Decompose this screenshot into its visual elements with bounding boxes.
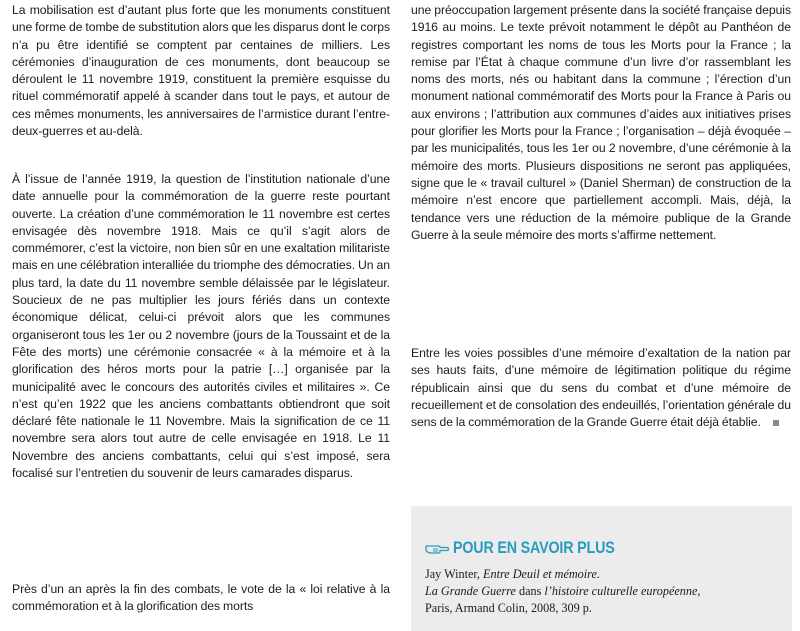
pointing-hand-icon [425, 541, 449, 555]
reference-subtitle-part: dans [515, 584, 545, 598]
reference-line-2 [425, 583, 785, 600]
further-reading-title: POUR EN SAVOIR PLUS [453, 538, 615, 557]
paragraph: Près d’un an après la fin des combats, le vote de la « loi relative à la commémoration et à la glorification des morts [12, 582, 390, 614]
further-reading-box [411, 506, 792, 631]
paragraph: une préoccupation largement présente dans la société française depuis 1916 au moins. Le texte prévoit notamment le dépôt au Panthéon de registres comportant les noms de tous les Morts pour la France ; la remise par l’État à chaque commune d’un livre d’or rassemblant les noms des morts, nés ou habitant dans la commune ; l’érection d’un monument national commémoratif des Morts pour la France à Paris ou aux environs ; l’attribution aux communes d’aides aux initiatives prises pour glorifier les Morts pour la France ; l’organisation – déjà évoquée – par les municipalités, tous les 1er ou 2 novembre, d’une cérémonie à la mémoire des morts. Plusieurs dispositions ne seront pas appliquées, signe que le « travail culturel » (Daniel Sherman) de construction de la mémoire n’est encore que partiellement accompli. Mais, déjà, la tendance vers une réduction de la mémoire publique de la Grande Guerre à la seule mémoire des morts s’affirme nettement. [411, 3, 791, 242]
end-of-article-mark [773, 420, 779, 426]
reference-line-1 [425, 566, 785, 583]
paragraph: La mobilisation est d’autant plus forte que les monuments constituent une forme de tombe de substitution alors que les disparus dont le corps n’a pu être identifié se comptent par centaines de milliers. Les cérémonies d’inauguration de ces monuments, dont beaucoup se déroulent le 11 novembre 1919, constituent la première esquisse du rituel commémoratif appelé à scander dans tout le pays, et autour de ces mêmes monuments, les anniversaires de l’armistice durant l’entre-deux-guerres et au-delà. [12, 3, 390, 139]
paragraph-text: Entre les voies possibles d’une mémoire d’exaltation de la nation par ses hauts faits, d’une mémoire de légitimation politique du régime républicain ainsi que du sens du combat et d’une mémoire de recueillement et de consolation des endeuillés, l’orientation générale du sens de la commémoration de la Grande Guerre était déjà établie. [411, 346, 791, 430]
paragraph: À l’issue de l’année 1919, la question de l’institution nationale d’une date annuelle pour la commémoration de la guerre reste pourtant ouverte. La création d’une commémoration le 11 novembre est certes envisagée dès novembre 1918. Mais ce qu’il s’agit alors de commémorer, c’est la victoire, non bien sûr en une exaltation militariste mais en une célébration interalliée du triomphe des démocraties. Un an plus tard, la date du 11 novembre semble délaissée par le législateur. Soucieux de ne pas multiplier les jours fériés dans un contexte économique délicat, celui-ci prévoit alors que les communes organiseront tous les 1er ou 2 novembre (jours de la Toussaint et de la Fête des morts) une cérémonie consacrée « à la mémoire et à la glorification des héros morts pour la patrie […] organisée par la municipalité avec le concours des autorités civiles et militaires ». Ce n’est qu’en 1922 que les anciens combattants obtiendront que soit déclaré fête nationale le 11 Novembre. Mais la signification de ce 11 novembre sera alors tout autre de celle envisagée en 1918. Le 11 Novembre des anciens combattants, celui qui s’est imposé, sera focalisé sur l’entretien du souvenir de leurs camarades disparus. [12, 172, 390, 481]
reference-subtitle-part: La Grande Guerre [425, 584, 516, 598]
reference-title: Entre Deuil et mémoire. [483, 567, 600, 581]
reference-line-3: Paris, Armand Colin, 2008, 309 p. [425, 601, 592, 615]
reference-entry [425, 566, 785, 617]
reference-author: Jay Winter, [425, 567, 480, 581]
reference-subtitle-part: l’histoire culturelle européenne, [544, 584, 701, 598]
further-reading-header [425, 538, 645, 558]
paragraph [411, 345, 791, 431]
